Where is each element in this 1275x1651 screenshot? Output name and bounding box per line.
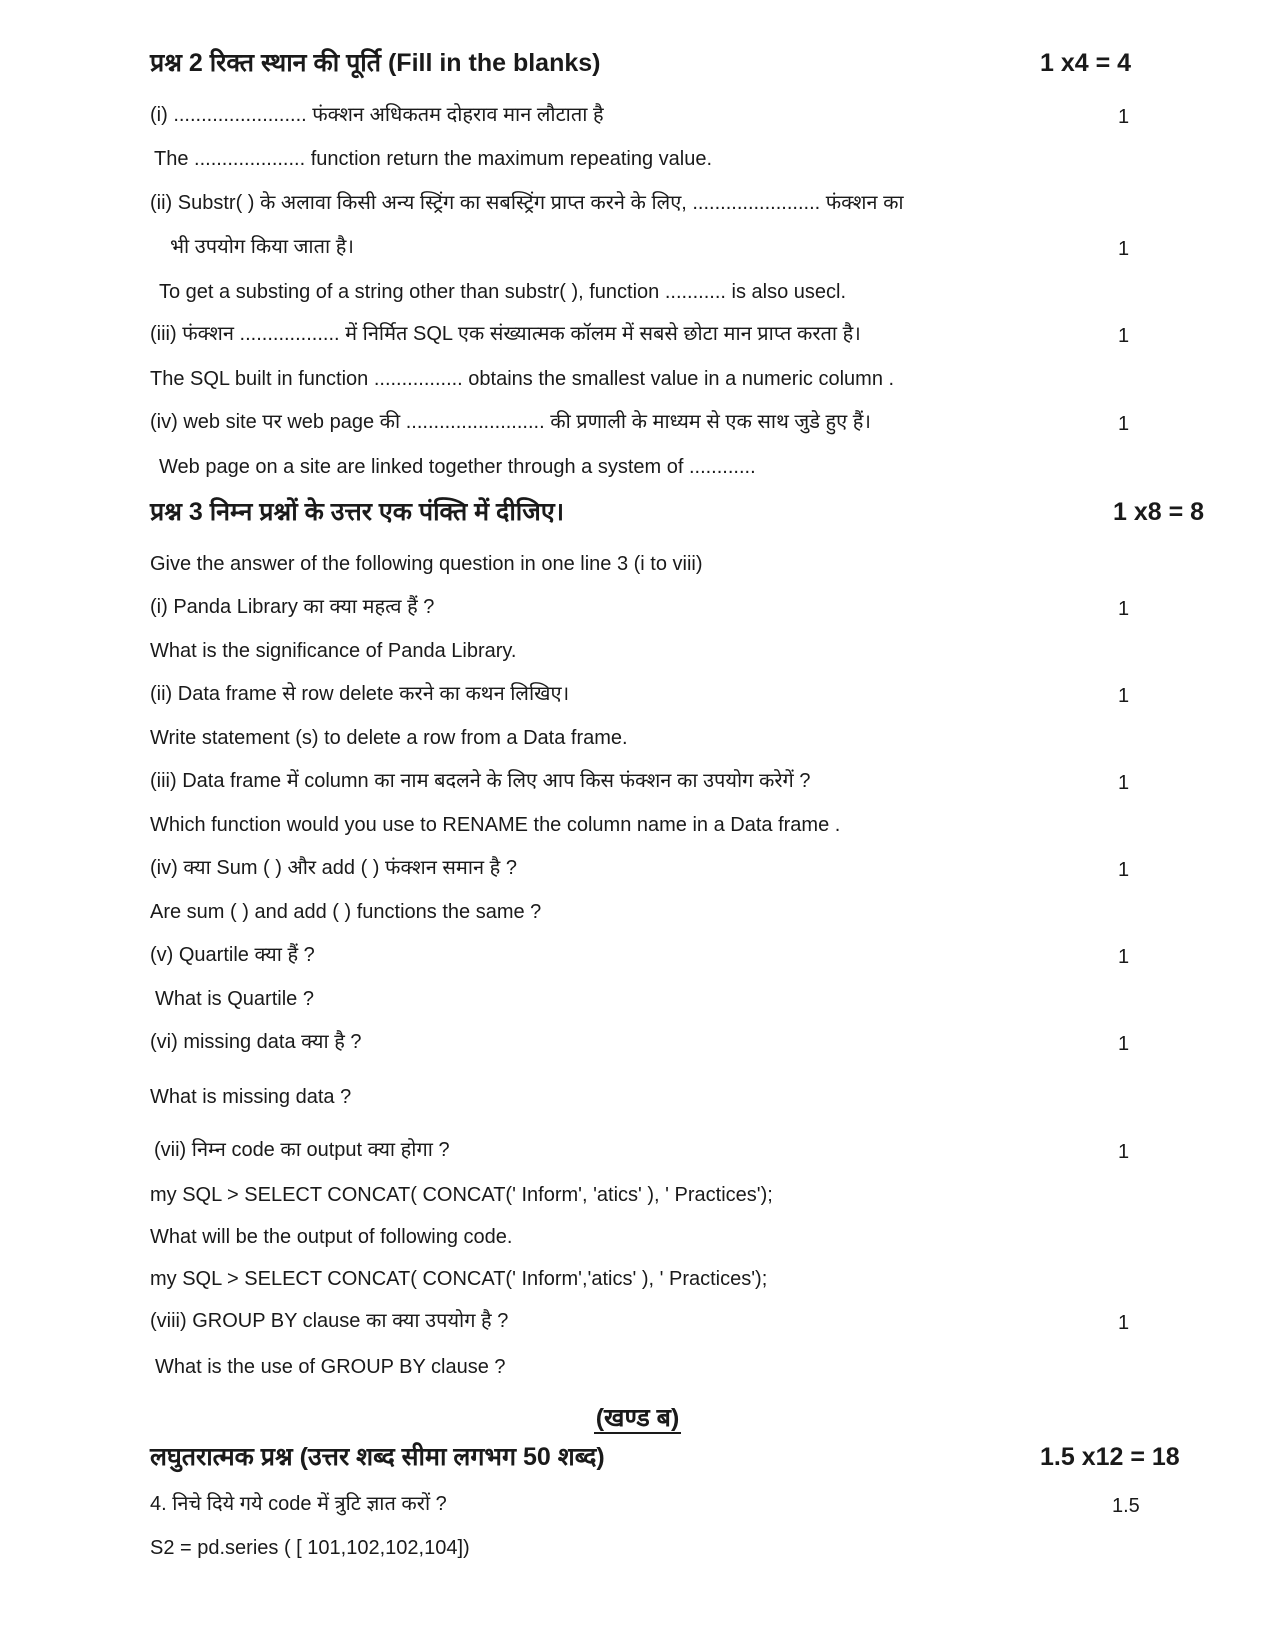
q3-viii-english: What is the use of GROUP BY clause ? [155, 1356, 506, 1378]
q3-ii-marks: 1 [1118, 685, 1130, 707]
q3-vi-hindi: (vi) missing data क्या है ? [150, 1031, 362, 1053]
q3-vii-code-1: my SQL > SELECT CONCAT( CONCAT(' Inform', 'atics' ), ' Practices'); [150, 1184, 773, 1206]
section-b-title [0, 1403, 1275, 1433]
q2-heading: प्रश्न 2 रिक्त स्थान की पूर्ति (Fill in the blanks) [150, 49, 601, 77]
section-b-heading: लघुतरात्मक प्रश्न (उत्तर शब्द सीमा लगभग 50 शब्द) [150, 1443, 605, 1471]
q2-iv-marks: 1 [1118, 413, 1130, 435]
q3-i-english: What is the significance of Panda Library. [150, 640, 517, 662]
q3-v-marks: 1 [1118, 946, 1130, 968]
q2-iv-hindi: (iv) web site पर web page की ......................... की प्रणाली के माध्यम से एक साथ जुडे हुए हैं। [150, 411, 871, 433]
q2-ii-hindi: (ii) Substr( ) के अलावा किसी अन्य स्ट्रिंग का सबस्ट्रिंग प्राप्त करने के लिए, ....................... फंक्शन का [150, 192, 904, 214]
q3-iii-hindi: (iii) Data frame में column का नाम बदलने के लिए आप किस फंक्शन का उपयोग करेगें ? [150, 770, 811, 792]
q2-iii-marks: 1 [1118, 325, 1130, 347]
q3-intro: Give the answer of the following question in one line 3 (i to viii) [150, 553, 703, 575]
q2-iv-english: Web page on a site are linked together through a system of ............ [159, 456, 756, 478]
q3-iv-marks: 1 [1118, 859, 1130, 881]
q4-code: S2 = pd.series ( [ 101,102,102,104]) [150, 1537, 470, 1559]
q3-iv-english: Are sum ( ) and add ( ) functions the same ? [150, 901, 542, 923]
q3-ii-english: Write statement (s) to delete a row from a Data frame. [150, 727, 628, 749]
q3-vi-marks: 1 [1118, 1033, 1130, 1055]
q3-vii-marks: 1 [1118, 1141, 1130, 1163]
q3-i-hindi: (i) Panda Library का क्या महत्व हैं ? [150, 596, 435, 618]
q3-iii-marks: 1 [1118, 772, 1130, 794]
q3-iv-hindi: (iv) क्या Sum ( ) और add ( ) फंक्शन समान है ? [150, 857, 517, 879]
q3-viii-marks: 1 [1118, 1312, 1130, 1334]
q3-total-marks: 1 x8 = 8 [1113, 498, 1205, 526]
q3-vii-hindi: (vii) निम्न code का output क्या होगा ? [154, 1139, 450, 1161]
q4-marks: 1.5 [1112, 1495, 1140, 1517]
q2-iii-hindi: (iii) फंक्शन .................. में निर्मित SQL एक संख्यात्मक कॉलम में सबसे छोटा मान प्राप्त करता है। [150, 323, 861, 345]
q3-v-english: What is Quartile ? [155, 988, 314, 1010]
q3-i-marks: 1 [1118, 598, 1130, 620]
q3-heading: प्रश्न 3 निम्न प्रश्नों के उत्तर एक पंक्ति में दीजिए। [150, 498, 565, 526]
q2-total-marks: 1 x4 = 4 [1040, 49, 1132, 77]
q2-ii-marks: 1 [1118, 238, 1130, 260]
q2-i-hindi: (i) ........................ फंक्शन अधिकतम दोहराव मान लौटाता है [150, 104, 604, 126]
q3-vii-code-2: my SQL > SELECT CONCAT( CONCAT(' Inform','atics' ), ' Practices'); [150, 1268, 768, 1290]
q3-ii-hindi: (ii) Data frame से row delete करने का कथन लिखिए। [150, 683, 570, 705]
q3-iii-english: Which function would you use to RENAME the column name in a Data frame . [150, 814, 841, 836]
q4-text: 4. निचे दिये गये code में त्रुटि ज्ञात करों ? [150, 1493, 447, 1515]
q3-vii-english: What will be the output of following code. [150, 1226, 513, 1248]
q2-iii-english: The SQL built in function ................ obtains the smallest value in a numeric column . [150, 368, 895, 390]
q3-v-hindi: (v) Quartile क्या हैं ? [150, 944, 315, 966]
q2-i-marks: 1 [1118, 106, 1130, 128]
q2-ii-english: To get a substing of a string other than substr( ), function ........... is also usecl. [159, 281, 847, 303]
q2-i-english: The .................... function return the maximum repeating value. [154, 148, 713, 170]
q3-viii-hindi: (viii) GROUP BY clause का क्या उपयोग है ? [150, 1310, 509, 1332]
section-b-title-text: (खण्ड ब) [595, 1404, 680, 1432]
q3-vi-english: What is missing data ? [150, 1086, 352, 1108]
section-b-total-marks: 1.5 x12 = 18 [1040, 1443, 1180, 1471]
q2-ii-hindi-cont: भी उपयोग किया जाता है। [170, 236, 354, 258]
